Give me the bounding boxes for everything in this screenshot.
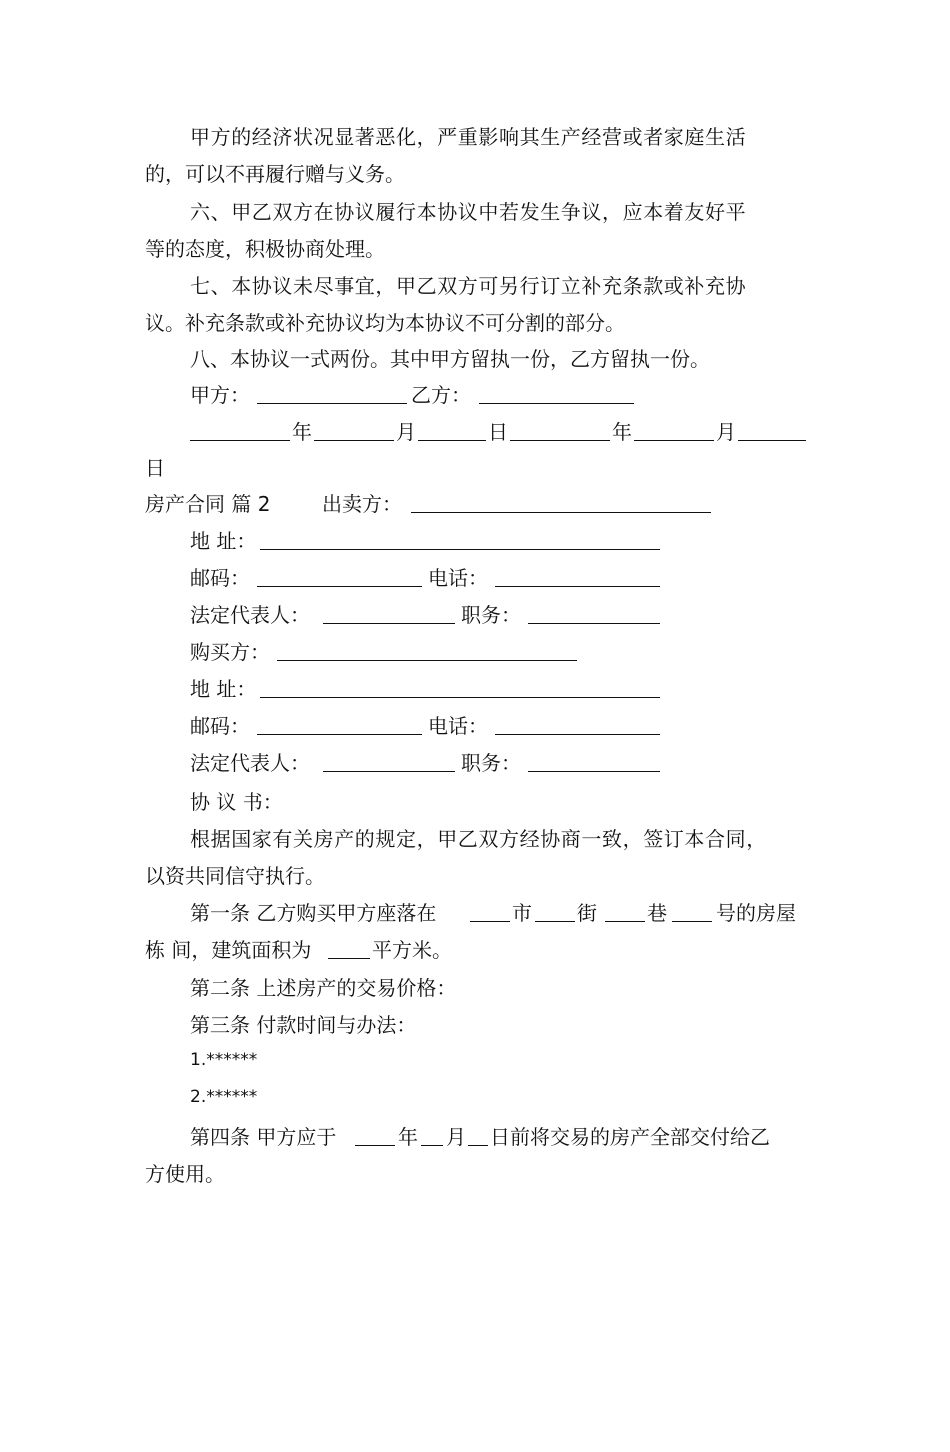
text-line: 等的态度，积极协商处理。 — [145, 237, 385, 261]
postcode-blank[interactable] — [257, 734, 422, 735]
city-blank[interactable] — [470, 921, 510, 922]
date-row-wrap — [0, 450, 950, 487]
section-title: 房产合同 篇 2 — [145, 492, 271, 516]
street-label: 街 — [577, 901, 597, 925]
seller-contact-row — [0, 560, 950, 597]
rep-blank[interactable] — [323, 623, 455, 624]
list-item-text: 2.****** — [190, 1087, 258, 1107]
buyer-row — [0, 634, 950, 671]
year-blank[interactable] — [355, 1145, 395, 1146]
day-label-2: 日 — [145, 456, 165, 480]
month-label-2: 月 — [716, 420, 736, 444]
text-line: 根据国家有关房产的规定，甲乙双方经协商一致，签订本合同， — [190, 827, 767, 851]
date-row — [0, 414, 950, 451]
text-line: 六、甲乙双方在协议履行本协议中若发生争议，应本着友好平 — [190, 200, 747, 224]
paragraph-line — [0, 858, 950, 895]
rep-blank[interactable] — [323, 771, 455, 772]
article-4-text: 日前将交易的房产全部交付给乙 — [490, 1125, 770, 1149]
lane-blank[interactable] — [605, 921, 645, 922]
year-label: 年 — [292, 420, 312, 444]
address-blank[interactable] — [260, 549, 660, 550]
area-blank[interactable] — [328, 958, 370, 959]
address-label: 地 址： — [190, 529, 257, 553]
buyer-blank[interactable] — [277, 660, 577, 661]
party-b-label: 乙方： — [411, 383, 471, 407]
city-label: 市 — [512, 901, 532, 925]
text-line: 以资共同信守执行。 — [145, 864, 325, 888]
article-2-text: 第二条 上述房产的交易价格： — [190, 976, 457, 1000]
article-3-text: 第三条 付款时间与办法： — [190, 1013, 417, 1037]
text-line: 的，可以不再履行赠与义务。 — [145, 162, 405, 186]
number-label: 号的房屋 — [716, 901, 796, 925]
seller-blank[interactable] — [411, 512, 711, 513]
address-label: 地 址： — [190, 677, 257, 701]
year-blank[interactable] — [190, 440, 290, 441]
year-blank-2[interactable] — [510, 440, 610, 441]
text-line: 甲方的经济状况显著恶化，严重影响其生产经营或者家庭生活 — [190, 125, 747, 149]
rep-label: 法定代表人： — [190, 603, 310, 627]
text-line: 议。补充条款或补充协议均为本协议不可分割的部分。 — [145, 311, 625, 335]
phone-label: 电话： — [428, 566, 488, 590]
article-4-row — [0, 1119, 950, 1156]
paragraph-line — [0, 305, 950, 342]
party-a-blank[interactable] — [257, 403, 407, 404]
postcode-label: 邮码： — [190, 566, 250, 590]
article-1-text: 第一条 乙方购买甲方座落在 — [190, 901, 437, 925]
party-a-label: 甲方： — [190, 383, 250, 407]
buyer-contact-row — [0, 708, 950, 745]
seller-label: 出卖方： — [322, 492, 402, 516]
month-label: 月 — [396, 420, 416, 444]
month-blank[interactable] — [421, 1145, 443, 1146]
day-blank-2[interactable] — [738, 440, 806, 441]
phone-blank[interactable] — [495, 734, 660, 735]
section-heading-row — [0, 486, 950, 523]
day-blank[interactable] — [418, 440, 486, 441]
street-blank[interactable] — [535, 921, 575, 922]
phone-label: 电话： — [428, 714, 488, 738]
position-label: 职务： — [461, 603, 521, 627]
text-line: 八、本协议一式两份。其中甲方留执一份，乙方留执一份。 — [190, 347, 710, 371]
seller-address-row — [0, 523, 950, 560]
paragraph-line — [0, 231, 950, 268]
phone-blank[interactable] — [495, 586, 660, 587]
text-line: 七、本协议未尽事宜，甲乙双方可另行订立补充条款或补充协 — [190, 274, 747, 298]
article-1-row-2 — [0, 932, 950, 969]
position-blank[interactable] — [528, 771, 660, 772]
article-3-row — [0, 1007, 950, 1044]
agreement-title: 协 议 书： — [190, 790, 283, 814]
year-label: 年 — [398, 1125, 418, 1149]
buyer-address-row — [0, 671, 950, 708]
paragraph-line — [0, 156, 950, 193]
day-blank[interactable] — [468, 1145, 488, 1146]
agreement-title-row — [0, 784, 950, 821]
seller-rep-row — [0, 597, 950, 634]
position-label: 职务： — [461, 751, 521, 775]
party-b-blank[interactable] — [479, 403, 634, 404]
postcode-label: 邮码： — [190, 714, 250, 738]
sqm-label: 平方米。 — [372, 938, 452, 962]
paragraph-line — [0, 119, 950, 156]
list-item — [0, 1079, 950, 1116]
article-4-row-2 — [0, 1156, 950, 1193]
list-item-text: 1.****** — [190, 1050, 258, 1070]
month-label: 月 — [446, 1125, 466, 1149]
month-blank-2[interactable] — [634, 440, 714, 441]
paragraph-line — [0, 821, 950, 858]
article-4-text: 方使用。 — [145, 1162, 225, 1186]
buyer-rep-row — [0, 745, 950, 782]
postcode-blank[interactable] — [257, 586, 422, 587]
address-blank[interactable] — [260, 697, 660, 698]
article-4-text: 第四条 甲方应于 — [190, 1125, 337, 1149]
paragraph-line — [0, 194, 950, 231]
year-label-2: 年 — [612, 420, 632, 444]
lane-label: 巷 — [647, 901, 667, 925]
article-1-text: 栋 间，建筑面积为 — [145, 938, 312, 962]
article-1-row — [0, 895, 950, 932]
rep-label: 法定代表人： — [190, 751, 310, 775]
article-2-row — [0, 970, 950, 1007]
buyer-label: 购买方： — [190, 640, 270, 664]
day-label: 日 — [488, 420, 508, 444]
month-blank[interactable] — [314, 440, 394, 441]
paragraph-line — [0, 268, 950, 305]
position-blank[interactable] — [528, 623, 660, 624]
signature-row — [0, 377, 950, 414]
paragraph-line — [0, 341, 950, 378]
list-item — [0, 1042, 950, 1079]
number-blank[interactable] — [672, 921, 712, 922]
